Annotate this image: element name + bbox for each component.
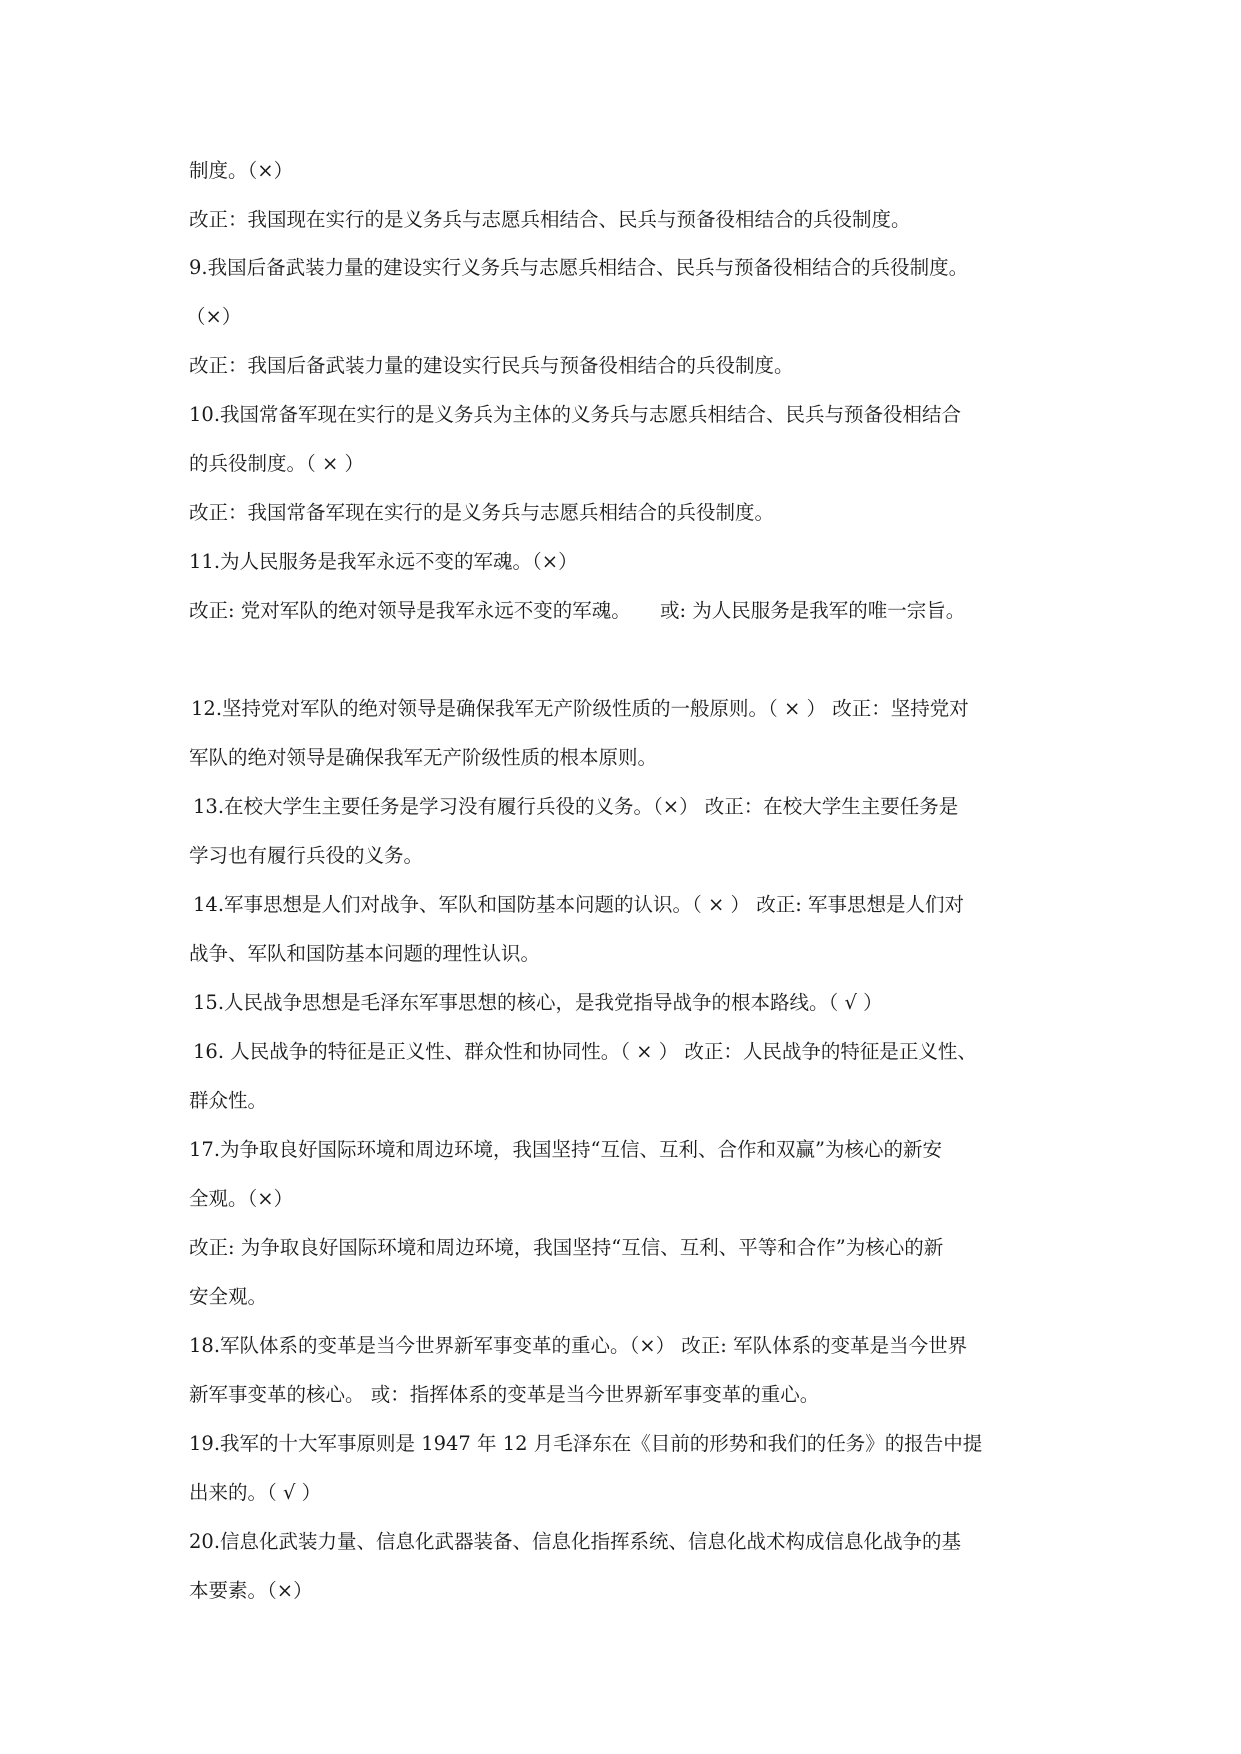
- text-line: 改正: 为争取良好国际环境和周边环境，我国坚持“互信、互利、平等和合作”为核心的新: [189, 1236, 944, 1259]
- text-line: 10.我国常备军现在实行的是义务兵为主体的义务兵与志愿兵相结合、民兵与预备役相结合: [189, 403, 962, 426]
- text-line: 群众性。: [189, 1089, 268, 1112]
- text-line: 改正：我国后备武装力量的建设实行民兵与预备役相结合的兵役制度。: [189, 354, 794, 377]
- text-line: 改正：我国现在实行的是义务兵与志愿兵相结合、民兵与预备役相结合的兵役制度。: [189, 208, 911, 231]
- text-line: 18.军队体系的变革是当今世界新军事变革的重心。（×） 改正: 军队体系的变革是当今世界: [189, 1334, 968, 1357]
- text-line: 学习也有履行兵役的义务。: [189, 844, 424, 867]
- text-line: 16. 人民战争的特征是正义性、群众性和协同性。（ × ） 改正：人民战争的特征是正义性、: [193, 1040, 977, 1063]
- text-line: 出来的。（ √ ）: [189, 1481, 322, 1504]
- text-line: 改正：我国常备军现在实行的是义务兵与志愿兵相结合的兵役制度。: [189, 501, 775, 524]
- text-line: 改正: 党对军队的绝对领导是我军永远不变的军魂。 或: 为人民服务是我军的唯一宗旨。: [189, 599, 966, 622]
- text-line: 15.人民战争思想是毛泽东军事思想的核心，是我党指导战争的根本路线。（ √ ）: [193, 991, 883, 1014]
- text-line: 的兵役制度。（ × ）: [189, 452, 364, 475]
- text-line: （×）: [186, 305, 242, 328]
- text-line: 13.在校大学生主要任务是学习没有履行兵役的义务。（×） 改正：在校大学生主要任务是: [193, 795, 959, 818]
- text-line: 9.我国后备武装力量的建设实行义务兵与志愿兵相结合、民兵与预备役相结合的兵役制度。: [189, 256, 969, 279]
- text-line: 安全观。: [189, 1285, 268, 1308]
- text-line: 20.信息化武装力量、信息化武器装备、信息化指挥系统、信息化战术构成信息化战争的基: [189, 1530, 962, 1553]
- text-line: 军队的绝对领导是确保我军无产阶级性质的根本原则。: [189, 746, 658, 769]
- text-line: 17.为争取良好国际环境和周边环境，我国坚持“互信、互利、合作和双赢”为核心的新安: [189, 1138, 942, 1161]
- text-line: 战争、军队和国防基本问题的理性认识。: [189, 942, 541, 965]
- text-line: 11.为人民服务是我军永远不变的军魂。（×）: [189, 550, 578, 573]
- text-line: 14.军事思想是人们对战争、军队和国防基本问题的认识。（ × ） 改正: 军事思想是人们对: [193, 893, 964, 916]
- text-line: 12.坚持党对军队的绝对领导是确保我军无产阶级性质的一般原则。（ × ） 改正：坚持党对: [191, 697, 969, 720]
- text-line: 制度。（×）: [189, 159, 294, 182]
- text-line: 本要素。（×）: [189, 1579, 313, 1602]
- text-line: 19.我军的十大军事原则是 1947 年 12 月毛泽东在《目前的形势和我们的任务》的报告中提: [189, 1432, 983, 1455]
- text-line: 新军事变革的核心。 或：指挥体系的变革是当今世界新军事变革的重心。: [189, 1383, 820, 1406]
- text-line: 全观。（×）: [189, 1187, 294, 1210]
